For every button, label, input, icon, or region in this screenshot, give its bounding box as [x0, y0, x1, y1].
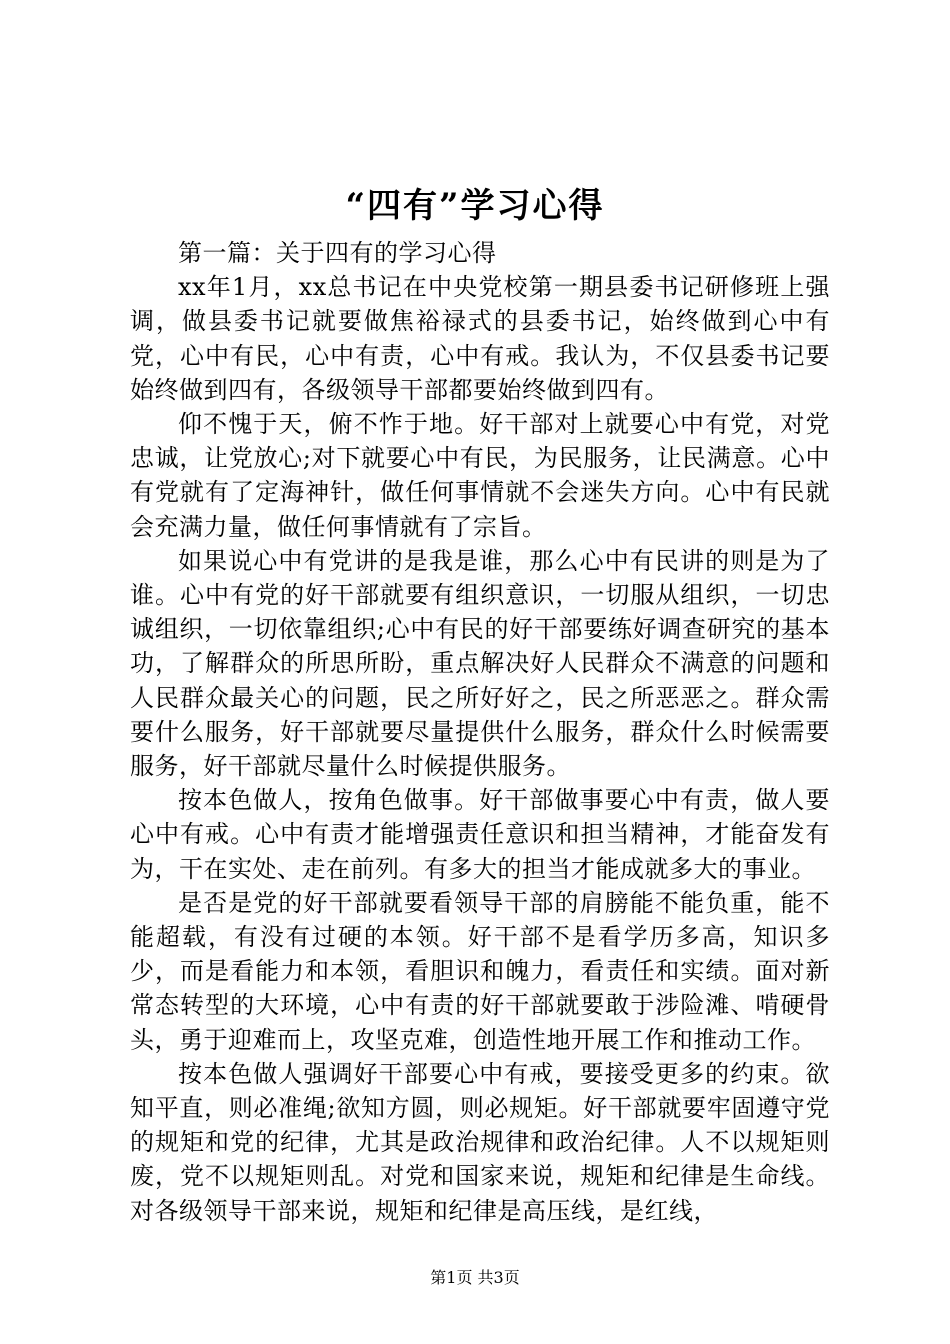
paragraph: 按本色做人，按角色做事。好干部做事要心中有责，做人要心中有戒。心中有责才能增强责任意识和担当精神，才能奋发有为，干在实处、走在前列。有多大的担当才能成就多大的事业。	[130, 786, 830, 883]
paragraph: 如果说心中有党讲的是我是谁，那么心中有民讲的则是为了谁。心中有党的好干部就要有组织意识，一切服从组织，一切忠诚组织，一切依靠组织;心中有民的好干部要练好调查研究的基本功，了解群众的所思所盼，重点解决好人民群众不满意的问题和人民群众最关心的问题，民之所好好之，民之所恶恶之。群众需要什么服务，好干部就要尽量提供什么服务，群众什么时候需要服务，好干部就尽量什么时候提供服务。	[130, 546, 830, 781]
section-heading: 第一篇：关于四有的学习心得	[178, 239, 497, 267]
page-number-footer: 第1页 共3页	[430, 1268, 520, 1287]
document-title: “四有”学习心得	[345, 186, 605, 226]
paragraph: xx年1月，xx总书记在中央党校第一期县委书记研修班上强调，做县委书记就要做焦裕禄式的县委书记，始终做到心中有党，心中有民，心中有责，心中有戒。我认为，不仅县委书记要始终做到四有，各级领导干部都要始终做到四有。	[130, 273, 830, 404]
paragraph: 仰不愧于天，俯不怍于地。好干部对上就要心中有党，对党忠诚，让党放心;对下就要心中有民，为民服务，让民满意。心中有党就有了定海神针，做任何事情就不会迷失方向。心中有民就会充满力量，做任何事情就有了宗旨。	[130, 410, 830, 541]
document-body	[130, 236, 830, 1228]
paragraph: 按本色做人强调好干部要心中有戒，要接受更多的约束。欲知平直，则必准绳;欲知方圆，则必规矩。好干部就要牢固遵守党的规矩和党的纪律，尤其是政治规律和政治纪律。人不以规矩则废，党不以规矩则乱。对党和国家来说，规矩和纪律是生命线。对各级领导干部来说，规矩和纪律是高压线，是红线，	[130, 1059, 830, 1225]
paragraph: 是否是党的好干部就要看领导干部的肩膀能不能负重，能不能超载，有没有过硬的本领。好干部不是看学历多高，知识多少，而是看能力和本领，看胆识和魄力，看责任和实绩。面对新常态转型的大环境，心中有责的好干部就要敢于涉险滩、啃硬骨头，勇于迎难而上，攻坚克难，创造性地开展工作和推动工作。	[130, 888, 830, 1054]
